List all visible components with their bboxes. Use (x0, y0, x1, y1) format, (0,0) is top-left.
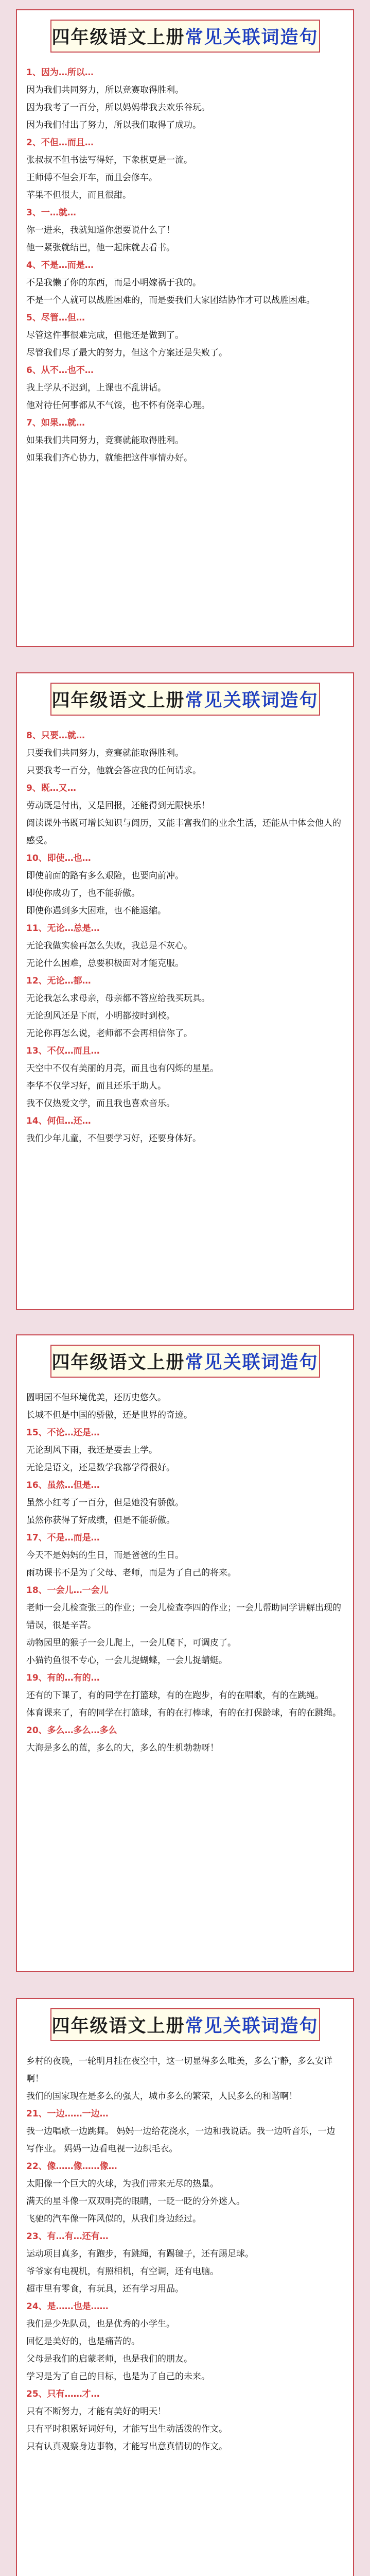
example-sentence: 无论我怎么求母亲，母亲都不答应给我买玩具。 (26, 993, 210, 1004)
example-sentence: 还有的下课了，有的同学在打篮球，有的在跑步，有的在唱歌，有的在跳绳。 (26, 1690, 324, 1701)
example-sentence: 即使你遇到多大困难，也不能退缩。 (26, 906, 166, 916)
example-sentence: 无论你再怎么说，老师都不会再相信你了。 (26, 1028, 192, 1039)
conjunction-section (26, 257, 344, 309)
worksheet-page (16, 1998, 354, 2576)
example-sentence: 虽然小红考了一百分，但是她没有骄傲。 (26, 1498, 184, 1508)
example-sentence: 雨功课书不是为了父母、老师，而是为了自己的将来。 (26, 1568, 236, 1578)
example-sentence: 天空中不仅有美丽的月亮，而且也有闪烁的星星。 (26, 1063, 219, 1074)
example-sentence: 运动项目真多，有跑步，有跳绳，有踢毽子，还有踢足球。 (26, 2249, 254, 2259)
conjunction-section (26, 414, 344, 467)
example-sentence: 张叔叔不但书法写得好，下象棋更是一流。 (26, 155, 192, 165)
example-sentence: 我一边唱歌一边跳舞。 妈妈一边给花浇水，一边和我说话。我一边听音乐，一边写作业。 妈妈一边看电视一边织毛衣。 (26, 2126, 336, 2154)
example-sentence: 乡村的夜晚，一轮明月挂在夜空中，这一切显得多么唯美，多么宁静，多么安详啊！ (26, 2056, 332, 2084)
example-sentence: 只要我考一百分，他就会答应我的任何请求。 (26, 766, 201, 776)
conjunction-section (26, 1112, 344, 1147)
conjunction-heading: 3、一…就… (26, 208, 76, 218)
conjunction-section (26, 204, 344, 257)
example-sentence: 因为我们共同努力，所以竞赛取得胜利。 (26, 85, 184, 95)
conjunction-heading: 23、有…有…还有… (26, 2231, 109, 2242)
page-title (50, 20, 320, 53)
worksheet-page (16, 9, 354, 647)
example-sentence: 无论什么困难，总要积极面对才能克服。 (26, 958, 184, 969)
example-sentence: 尽管我们尽了最大的努力，但这个方案还是失败了。 (26, 348, 227, 358)
conjunction-section (26, 134, 344, 204)
conjunction-section (26, 779, 344, 850)
conjunction-heading: 15、不论…还是… (26, 1428, 100, 1438)
conjunction-heading: 9、既…又… (26, 783, 76, 793)
example-sentence: 动物园里的猴子一会儿爬上，一会儿爬下，可调皮了。 (26, 1638, 236, 1648)
example-sentence: 无论刮风还是下雨，小明都按时到校。 (26, 1011, 175, 1021)
page-title (50, 683, 320, 716)
page-title-blue: 常见关联词造句 (185, 27, 319, 48)
conjunction-section (26, 2158, 344, 2228)
page-title-black: 四年级语文上册 (51, 1352, 185, 1373)
example-sentence: 回忆是美好的，也是痛苦的。 (26, 2336, 140, 2347)
example-sentence: 他对待任何事都从不气馁，也不怀有侥幸心理。 (26, 400, 210, 411)
conjunction-section (26, 309, 344, 362)
example-sentence: 大海是多么的蓝，多么的大，多么的生机勃勃呀！ (26, 1743, 219, 1753)
conjunction-heading: 20、多么…多么…多么 (26, 1725, 117, 1736)
example-sentence: 我们的国家现在是多么的强大，城市多么的繁荣，人民多么的和谐啊！ (26, 2091, 297, 2102)
conjunction-heading: 1、因为…所以… (26, 67, 94, 78)
example-sentence: 只有认真观察身边事物，才能写出意真情切的作文。 (26, 2442, 227, 2452)
conjunction-heading: 7、如果…就… (26, 418, 85, 428)
example-sentence: 超市里有零食，有玩具，还有学习用品。 (26, 2284, 184, 2294)
page-title-black: 四年级语文上册 (51, 2015, 185, 2037)
example-sentence: 我们是少先队员，也是优秀的小学生。 (26, 2319, 175, 2329)
page-title (50, 2008, 320, 2041)
conjunction-section (26, 1722, 344, 1757)
conjunction-heading: 18、一会儿…一会儿 (26, 1585, 109, 1596)
conjunction-section (26, 920, 344, 972)
page-title (50, 1345, 320, 1378)
example-sentence: 阅读课外书既可增长知识与阅历，又能丰富我们的业余生活，还能从中体会他人的感受。 (26, 818, 341, 846)
example-sentence: 如果我们齐心协力，就能把这件事情办好。 (26, 453, 192, 463)
conjunction-section (26, 850, 344, 920)
example-sentence: 学习是为了自己的目标，也是为了自己的未来。 (26, 2371, 210, 2382)
example-sentence: 因为我考了一百分，所以妈妈带我去欢乐谷玩。 (26, 103, 210, 113)
conjunction-section (26, 2228, 344, 2298)
conjunction-section (26, 2298, 344, 2385)
example-sentence: 我们少年儿童，不但要学习好，还要身体好。 (26, 1133, 201, 1144)
conjunction-heading: 10、即使…也… (26, 853, 91, 863)
example-sentence: 小猫钓鱼很不专心，一会儿捉蝴蝶，一会儿捉蜻蜓。 (26, 1655, 227, 1666)
page-title-blue: 常见关联词造句 (185, 690, 319, 711)
example-sentence: 虽然你获得了好成绩，但是不能骄傲。 (26, 1515, 175, 1526)
conjunction-section (26, 1042, 344, 1112)
example-sentence: 因为我们付出了努力，所以我们取得了成功。 (26, 120, 201, 130)
example-sentence: 李华不仅学习好，而且还乐于助人。 (26, 1081, 166, 1091)
conjunction-heading: 19、有的…有的… (26, 1673, 100, 1683)
example-sentence: 苹果不但很大，而且很甜。 (26, 190, 131, 200)
example-sentence: 爷爷家有电视机，有照相机，有空调，还有电脑。 (26, 2266, 219, 2277)
example-sentence: 今天不是妈妈的生日，而是爸爸的生日。 (26, 1550, 184, 1561)
conjunction-heading: 25、只有……才… (26, 2389, 100, 2399)
conjunction-heading: 13、不仅…而且… (26, 1046, 100, 1056)
example-sentence: 长城不但是中国的骄傲，还是世界的奇迹。 (26, 1410, 192, 1420)
conjunction-section (26, 2105, 344, 2158)
example-sentence: 我上学从不迟到，上课也不乱讲话。 (26, 383, 166, 393)
conjunction-section (26, 1669, 344, 1722)
example-sentence: 不是我懒了你的东西，而是小明嫁祸于我的。 (26, 278, 201, 288)
worksheet-page (16, 1334, 354, 1972)
conjunction-section (26, 362, 344, 414)
page-title-blue: 常见关联词造句 (185, 2015, 319, 2037)
conjunction-section (26, 1477, 344, 1529)
conjunction-heading: 5、尽管…但… (26, 313, 85, 323)
conjunction-heading: 14、何但…还… (26, 1116, 91, 1126)
example-sentence: 体育课来了，有的同学在打篮球，有的在打棒球，有的在打保龄球，有的在跳绳。 (26, 1708, 341, 1718)
conjunction-heading: 17、不是…而是… (26, 1533, 100, 1543)
example-sentence: 尽管这件事很难完成，但他还是做到了。 (26, 330, 184, 341)
conjunction-section (26, 1582, 344, 1669)
conjunction-heading: 12、无论…都… (26, 976, 91, 986)
example-sentence: 圆明园不但环境优美，还历史悠久。 (26, 1393, 166, 1403)
conjunction-heading: 21、一边……一边… (26, 2109, 109, 2119)
example-sentence: 不是一个人就可以战胜困难的，而是要我们大家团结协作才可以战胜困难。 (26, 295, 315, 306)
example-sentence: 他一紧张就结巴，他一起床就去看书。 (26, 243, 175, 253)
conjunction-heading: 11、无论…总是… (26, 923, 100, 934)
example-sentence: 你一进来，我就知道你想要说什么了！ (26, 225, 175, 235)
example-sentence: 即使你成功了，也不能骄傲。 (26, 888, 140, 899)
page-title-black: 四年级语文上册 (51, 690, 185, 711)
example-sentence: 飞驰的汽车像一阵风似的，从我们身边经过。 (26, 2214, 201, 2224)
example-sentence: 只有平时积累好词好句，才能写出生动活泼的作文。 (26, 2424, 227, 2434)
example-sentence: 老师一会儿检查张三的作业；一会儿检查李四的作业；一会儿帮助同学讲解出现的错误，很是辛苦。 (26, 1603, 341, 1631)
example-sentence: 无论我做实验再怎么失败，我总是不灰心。 (26, 941, 192, 951)
example-sentence: 只有不断努力，才能有美好的明天！ (26, 2406, 166, 2417)
conjunction-heading: 22、像……像……像… (26, 2161, 117, 2172)
conjunction-section (26, 727, 344, 779)
conjunction-section (26, 2053, 344, 2105)
example-sentence: 我不仅热爱文学，而且我也喜欢音乐。 (26, 1098, 175, 1109)
example-sentence: 太阳像一个巨大的火球，为我们带来无尽的热量。 (26, 2179, 219, 2189)
conjunction-section (26, 2385, 344, 2455)
example-sentence: 只要我们共同努力，竞赛就能取得胜利。 (26, 748, 184, 758)
example-sentence: 如果我们共同努力，竞赛就能取得胜利。 (26, 435, 184, 446)
example-sentence: 劳动既是付出，又是回报，还能得到无限快乐！ (26, 801, 210, 811)
conjunction-heading: 2、不但…而且… (26, 138, 94, 148)
conjunction-section (26, 972, 344, 1042)
example-sentence: 父母是我们的启蒙老师，也是我们的朋友。 (26, 2354, 192, 2364)
example-sentence: 满天的星斗像一双双明亮的眼睛，一眨一眨的分外迷人。 (26, 2196, 245, 2207)
conjunction-heading: 4、不是…而是… (26, 260, 94, 270)
conjunction-heading: 16、虽然…但是… (26, 1480, 100, 1490)
conjunction-section (26, 1389, 344, 1424)
worksheet-page (16, 672, 354, 1310)
conjunction-section (26, 64, 344, 134)
page-title-blue: 常见关联词造句 (185, 1352, 319, 1373)
example-sentence: 无论是语文，还是数学我都学得很好。 (26, 1463, 175, 1473)
example-sentence: 王师傅不但会开车，而且会修车。 (26, 173, 157, 183)
conjunction-section (26, 1424, 344, 1477)
conjunction-heading: 8、只要…就… (26, 731, 85, 741)
conjunction-section (26, 1529, 344, 1582)
conjunction-heading: 6、从不…也不… (26, 365, 94, 376)
page-title-black: 四年级语文上册 (51, 27, 185, 48)
conjunction-heading: 24、是……也是…… (26, 2301, 109, 2312)
example-sentence: 无论刮风下雨，我还是要去上学。 (26, 1445, 157, 1455)
example-sentence: 即使前面的路有多么艰险，也要向前冲。 (26, 871, 184, 881)
